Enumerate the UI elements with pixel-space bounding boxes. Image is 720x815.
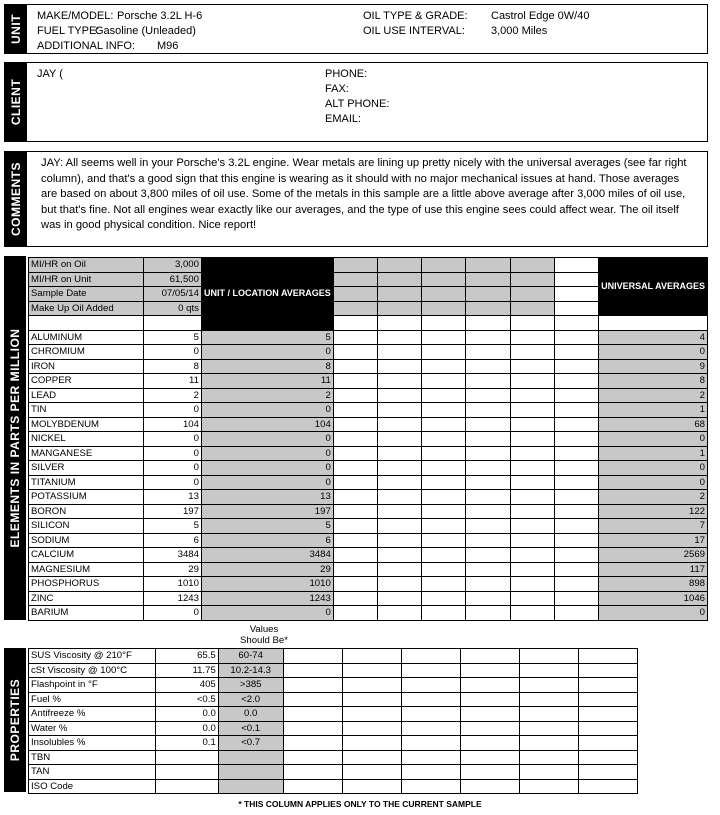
element-universal-average: 68	[599, 417, 708, 432]
property-value: 0.0	[156, 707, 218, 722]
additional-info-label: ADDITIONAL INFO:	[37, 40, 135, 52]
element-value: 8	[143, 359, 201, 374]
property-row	[29, 678, 638, 693]
property-row	[29, 663, 638, 678]
properties-section	[4, 648, 26, 792]
element-unit-average: 0	[201, 606, 333, 621]
footnote: * THIS COLUMN APPLIES ONLY TO THE CURRENT SAMPLE	[238, 799, 482, 809]
element-row	[29, 548, 708, 563]
element-name: NICKEL	[29, 432, 144, 447]
element-universal-average: 898	[599, 577, 708, 592]
element-universal-average: 2569	[599, 548, 708, 563]
element-universal-average: 2	[599, 388, 708, 403]
property-row	[29, 779, 638, 794]
element-name: MOLYBDENUM	[29, 417, 144, 432]
unit-averages-header: UNIT / LOCATION AVERAGES	[201, 258, 333, 331]
element-universal-average: 2	[599, 490, 708, 505]
property-should-be	[218, 750, 283, 765]
element-row	[29, 330, 708, 345]
property-name: Insolubles %	[29, 736, 156, 751]
element-value: 0	[143, 446, 201, 461]
element-universal-average: 117	[599, 562, 708, 577]
property-should-be: 60-74	[218, 649, 283, 664]
property-row	[29, 736, 638, 751]
unit-section-label: UNIT	[5, 5, 27, 53]
element-name: SILVER	[29, 461, 144, 476]
property-should-be: <0.1	[218, 721, 283, 736]
element-value: 1243	[143, 591, 201, 606]
element-name: PHOSPHORUS	[29, 577, 144, 592]
property-value: 405	[156, 678, 218, 693]
element-name: ALUMINUM	[29, 330, 144, 345]
oil-interval-label: OIL USE INTERVAL:	[363, 25, 465, 37]
element-value: 2	[143, 388, 201, 403]
element-unit-average: 29	[201, 562, 333, 577]
comments-text: JAY: All seems well in your Porsche's 3.2L engine. Wear metals are lining up pretty nicely with the universal averages (see far right column), and that's a good sign that this engine is wearing as it should with no major mechanical issues at hand. Those averages are based on about 3,800 miles of oil use. Some of the metals in this sample are a little above average after 3,000 miles of oil use, but that's fine. Not all engines wear exactly like our averages, and the type of use this engine sees could affect wear. The oil itself was in good physical condition. Nice report!	[41, 157, 687, 231]
element-value: 6	[143, 533, 201, 548]
property-name: Antifreeze %	[29, 707, 156, 722]
properties-section-label: PROPERTIES	[4, 648, 26, 792]
make-model-label: MAKE/MODEL:	[37, 10, 114, 22]
element-name: POTASSIUM	[29, 490, 144, 505]
element-name: LEAD	[29, 388, 144, 403]
universal-averages-header: UNIVERSAL AVERAGES	[599, 258, 708, 316]
element-unit-average: 8	[201, 359, 333, 374]
element-universal-average: 1	[599, 446, 708, 461]
property-should-be: 10.2-14.3	[218, 663, 283, 678]
property-row	[29, 707, 638, 722]
property-name: TBN	[29, 750, 156, 765]
element-name: CALCIUM	[29, 548, 144, 563]
element-row	[29, 345, 708, 360]
unit-section	[4, 4, 708, 54]
alt-phone-label: ALT PHONE:	[325, 98, 390, 110]
property-should-be: >385	[218, 678, 283, 693]
element-unit-average: 0	[201, 475, 333, 490]
client-section	[4, 62, 708, 142]
element-unit-average: 5	[201, 519, 333, 534]
element-value: 0	[143, 475, 201, 490]
sample-info-value: 3,000	[143, 258, 201, 273]
element-value: 0	[143, 606, 201, 621]
element-unit-average: 1010	[201, 577, 333, 592]
element-name: SODIUM	[29, 533, 144, 548]
element-row	[29, 432, 708, 447]
sample-info-label: MI/HR on Unit	[29, 272, 144, 287]
element-universal-average: 8	[599, 374, 708, 389]
fuel-type-value: Gasoline (Unleaded)	[95, 25, 196, 37]
make-model-value: Porsche 3.2L H-6	[117, 10, 203, 22]
element-unit-average: 0	[201, 345, 333, 360]
element-name: TITANIUM	[29, 475, 144, 490]
element-value: 13	[143, 490, 201, 505]
element-unit-average: 104	[201, 417, 333, 432]
element-universal-average: 122	[599, 504, 708, 519]
element-row	[29, 562, 708, 577]
element-unit-average: 0	[201, 432, 333, 447]
element-row	[29, 475, 708, 490]
oil-interval-value: 3,000 Miles	[491, 25, 548, 37]
element-value: 0	[143, 403, 201, 418]
property-value: 11.75	[156, 663, 218, 678]
sample-info-label: Sample Date	[29, 287, 144, 302]
element-name: BORON	[29, 504, 144, 519]
element-row	[29, 461, 708, 476]
elements-table	[28, 257, 708, 621]
property-name: Flashpoint in °F	[29, 678, 156, 693]
fax-label: FAX:	[325, 83, 349, 95]
property-name: cSt Viscosity @ 100°C	[29, 663, 156, 678]
property-row	[29, 692, 638, 707]
element-name: ZINC	[29, 591, 144, 606]
property-value: 65.5	[156, 649, 218, 664]
element-name: BARIUM	[29, 606, 144, 621]
element-value: 5	[143, 330, 201, 345]
element-universal-average: 9	[599, 359, 708, 374]
element-universal-average: 4	[599, 330, 708, 345]
client-name: JAY (	[37, 68, 63, 80]
element-row	[29, 388, 708, 403]
element-unit-average: 13	[201, 490, 333, 505]
element-name: SILICON	[29, 519, 144, 534]
element-universal-average: 0	[599, 432, 708, 447]
property-value: <0.5	[156, 692, 218, 707]
property-name: TAN	[29, 765, 156, 780]
elements-section-label: ELEMENTS IN PARTS PER MILLION	[4, 256, 26, 620]
element-name: CHROMIUM	[29, 345, 144, 360]
property-should-be	[218, 765, 283, 780]
property-name: Water %	[29, 721, 156, 736]
element-value: 5	[143, 519, 201, 534]
element-row	[29, 446, 708, 461]
element-unit-average: 11	[201, 374, 333, 389]
sample-info-value: 61,500	[143, 272, 201, 287]
property-value	[156, 750, 218, 765]
sample-info-value: 07/05/14	[143, 287, 201, 302]
email-label: EMAIL:	[325, 113, 362, 125]
property-should-be: <2.0	[218, 692, 283, 707]
element-name: MAGNESIUM	[29, 562, 144, 577]
property-name: ISO Code	[29, 779, 156, 794]
property-row	[29, 750, 638, 765]
additional-info-value: M96	[157, 40, 179, 52]
sample-info-label: Make Up Oil Added	[29, 301, 144, 316]
element-unit-average: 197	[201, 504, 333, 519]
comments-section	[4, 151, 708, 247]
element-universal-average: 0	[599, 345, 708, 360]
element-value: 1010	[143, 577, 201, 592]
element-value: 3484	[143, 548, 201, 563]
property-value	[156, 779, 218, 794]
sample-info-value: 0 qts	[143, 301, 201, 316]
client-section-label: CLIENT	[5, 63, 27, 141]
element-row	[29, 359, 708, 374]
element-unit-average: 0	[201, 446, 333, 461]
element-name: IRON	[29, 359, 144, 374]
element-value: 0	[143, 461, 201, 476]
property-row	[29, 765, 638, 780]
element-universal-average: 0	[599, 475, 708, 490]
element-row	[29, 504, 708, 519]
element-universal-average: 1	[599, 403, 708, 418]
values-should-be-header: Values Should Be*	[239, 624, 288, 646]
element-row	[29, 533, 708, 548]
element-unit-average: 0	[201, 403, 333, 418]
property-should-be: <0.7	[218, 736, 283, 751]
elements-section	[4, 256, 26, 620]
element-row	[29, 591, 708, 606]
element-row	[29, 417, 708, 432]
property-value: 0.1	[156, 736, 218, 751]
element-universal-average: 1046	[599, 591, 708, 606]
element-value: 0	[143, 432, 201, 447]
element-universal-average: 7	[599, 519, 708, 534]
comments-section-label: COMMENTS	[5, 152, 27, 246]
property-value	[156, 765, 218, 780]
oil-type-label: OIL TYPE & GRADE:	[363, 10, 468, 22]
properties-table	[28, 648, 638, 794]
property-should-be: 0.0	[218, 707, 283, 722]
property-name: SUS Viscosity @ 210°F	[29, 649, 156, 664]
element-unit-average: 6	[201, 533, 333, 548]
element-row	[29, 374, 708, 389]
element-row	[29, 519, 708, 534]
element-name: MANGANESE	[29, 446, 144, 461]
element-universal-average: 0	[599, 606, 708, 621]
element-universal-average: 0	[599, 461, 708, 476]
element-unit-average: 1243	[201, 591, 333, 606]
sample-info-row	[29, 258, 708, 273]
property-should-be	[218, 779, 283, 794]
element-value: 0	[143, 345, 201, 360]
element-unit-average: 5	[201, 330, 333, 345]
fuel-type-label: FUEL TYPE:	[37, 25, 100, 37]
element-value: 104	[143, 417, 201, 432]
element-row	[29, 403, 708, 418]
element-value: 11	[143, 374, 201, 389]
sample-info-label: MI/HR on Oil	[29, 258, 144, 273]
element-name: COPPER	[29, 374, 144, 389]
oil-type-value: Castrol Edge 0W/40	[491, 10, 590, 22]
element-unit-average: 0	[201, 461, 333, 476]
element-unit-average: 2	[201, 388, 333, 403]
property-row	[29, 721, 638, 736]
element-row	[29, 606, 708, 621]
element-value: 29	[143, 562, 201, 577]
element-name: TIN	[29, 403, 144, 418]
element-universal-average: 17	[599, 533, 708, 548]
element-unit-average: 3484	[201, 548, 333, 563]
element-row	[29, 490, 708, 505]
phone-label: PHONE:	[325, 68, 368, 80]
property-name: Fuel %	[29, 692, 156, 707]
element-row	[29, 577, 708, 592]
property-value: 0.0	[156, 721, 218, 736]
element-value: 197	[143, 504, 201, 519]
property-row	[29, 649, 638, 664]
